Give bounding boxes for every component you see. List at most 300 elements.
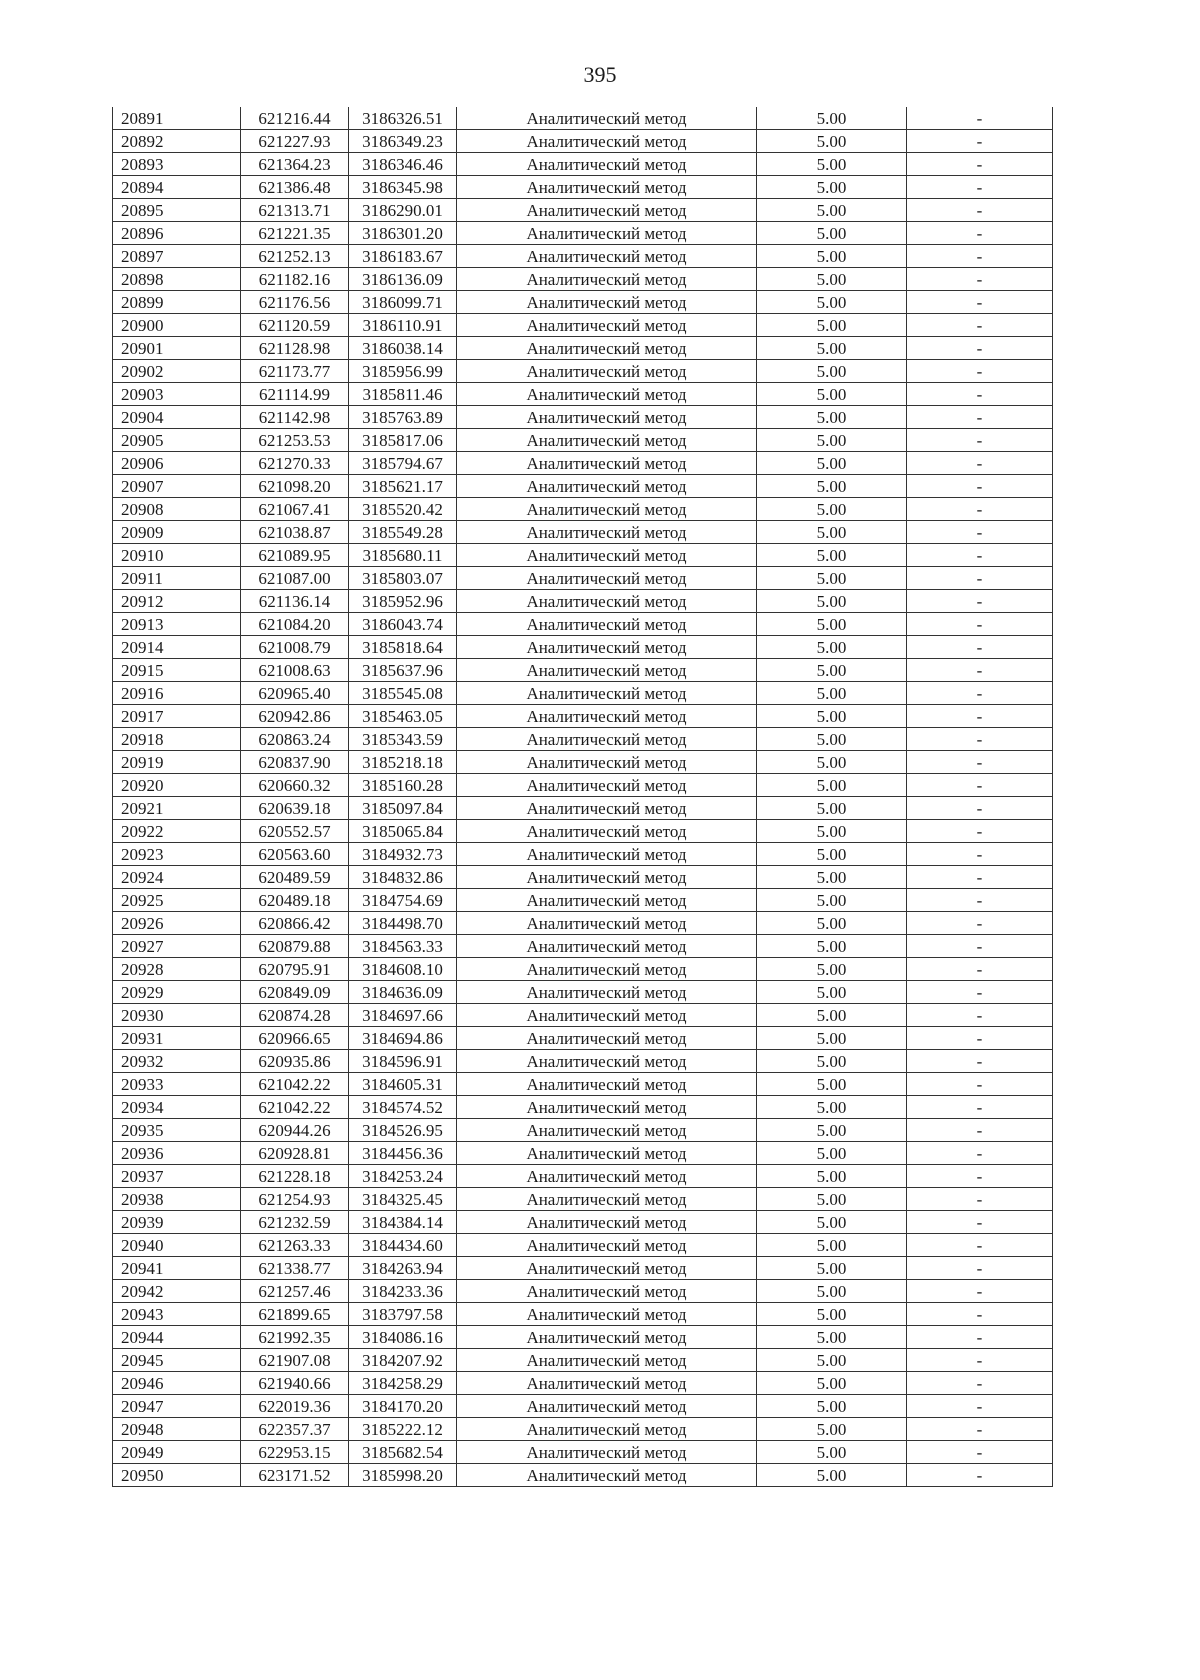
x-coordinate-cell: 622953.15 (241, 1441, 349, 1464)
y-coordinate-cell: 3184384.14 (349, 1211, 457, 1234)
note-cell: - (907, 1464, 1053, 1487)
point-id-cell: 20947 (113, 1395, 241, 1418)
x-coordinate-cell: 621084.20 (241, 613, 349, 636)
x-coordinate-cell: 620866.42 (241, 912, 349, 935)
point-id-cell: 20931 (113, 1027, 241, 1050)
accuracy-cell: 5.00 (757, 958, 907, 981)
accuracy-cell: 5.00 (757, 1096, 907, 1119)
y-coordinate-cell: 3184263.94 (349, 1257, 457, 1280)
method-cell: Аналитический метод (457, 475, 757, 498)
point-id-cell: 20914 (113, 636, 241, 659)
note-cell: - (907, 1165, 1053, 1188)
y-coordinate-cell: 3185803.07 (349, 567, 457, 590)
x-coordinate-cell: 620942.86 (241, 705, 349, 728)
accuracy-cell: 5.00 (757, 1441, 907, 1464)
y-coordinate-cell: 3183797.58 (349, 1303, 457, 1326)
table-row (113, 981, 1053, 1004)
y-coordinate-cell: 3185549.28 (349, 521, 457, 544)
x-coordinate-cell: 621940.66 (241, 1372, 349, 1395)
point-id-cell: 20906 (113, 452, 241, 475)
point-id-cell: 20904 (113, 406, 241, 429)
method-cell: Аналитический метод (457, 590, 757, 613)
table-row (113, 383, 1053, 406)
point-id-cell: 20934 (113, 1096, 241, 1119)
method-cell: Аналитический метод (457, 728, 757, 751)
point-id-cell: 20910 (113, 544, 241, 567)
note-cell: - (907, 1096, 1053, 1119)
note-cell: - (907, 1280, 1053, 1303)
y-coordinate-cell: 3186326.51 (349, 107, 457, 130)
point-id-cell: 20950 (113, 1464, 241, 1487)
point-id-cell: 20895 (113, 199, 241, 222)
method-cell: Аналитический метод (457, 199, 757, 222)
y-coordinate-cell: 3185637.96 (349, 659, 457, 682)
point-id-cell: 20896 (113, 222, 241, 245)
accuracy-cell: 5.00 (757, 498, 907, 521)
point-id-cell: 20915 (113, 659, 241, 682)
accuracy-cell: 5.00 (757, 1004, 907, 1027)
accuracy-cell: 5.00 (757, 1119, 907, 1142)
method-cell: Аналитический метод (457, 176, 757, 199)
table-row (113, 544, 1053, 567)
point-id-cell: 20897 (113, 245, 241, 268)
method-cell: Аналитический метод (457, 406, 757, 429)
accuracy-cell: 5.00 (757, 1372, 907, 1395)
point-id-cell: 20891 (113, 107, 241, 130)
y-coordinate-cell: 3184086.16 (349, 1326, 457, 1349)
method-cell: Аналитический метод (457, 705, 757, 728)
x-coordinate-cell: 621087.00 (241, 567, 349, 590)
accuracy-cell: 5.00 (757, 1395, 907, 1418)
point-id-cell: 20924 (113, 866, 241, 889)
point-id-cell: 20942 (113, 1280, 241, 1303)
method-cell: Аналитический метод (457, 1441, 757, 1464)
x-coordinate-cell: 621008.63 (241, 659, 349, 682)
accuracy-cell: 5.00 (757, 268, 907, 291)
method-cell: Аналитический метод (457, 498, 757, 521)
y-coordinate-cell: 3184754.69 (349, 889, 457, 912)
y-coordinate-cell: 3184258.29 (349, 1372, 457, 1395)
accuracy-cell: 5.00 (757, 1464, 907, 1487)
table-row (113, 1280, 1053, 1303)
point-id-cell: 20928 (113, 958, 241, 981)
y-coordinate-cell: 3186290.01 (349, 199, 457, 222)
point-id-cell: 20936 (113, 1142, 241, 1165)
table-row (113, 797, 1053, 820)
table-row (113, 360, 1053, 383)
method-cell: Аналитический метод (457, 1257, 757, 1280)
method-cell: Аналитический метод (457, 1027, 757, 1050)
note-cell: - (907, 1303, 1053, 1326)
point-id-cell: 20905 (113, 429, 241, 452)
accuracy-cell: 5.00 (757, 1418, 907, 1441)
point-id-cell: 20918 (113, 728, 241, 751)
accuracy-cell: 5.00 (757, 1234, 907, 1257)
accuracy-cell: 5.00 (757, 360, 907, 383)
table-row (113, 337, 1053, 360)
note-cell: - (907, 958, 1053, 981)
x-coordinate-cell: 621221.35 (241, 222, 349, 245)
note-cell: - (907, 222, 1053, 245)
point-id-cell: 20940 (113, 1234, 241, 1257)
note-cell: - (907, 291, 1053, 314)
method-cell: Аналитический метод (457, 153, 757, 176)
x-coordinate-cell: 621182.16 (241, 268, 349, 291)
y-coordinate-cell: 3185160.28 (349, 774, 457, 797)
accuracy-cell: 5.00 (757, 728, 907, 751)
note-cell: - (907, 1418, 1053, 1441)
note-cell: - (907, 866, 1053, 889)
x-coordinate-cell: 621216.44 (241, 107, 349, 130)
point-id-cell: 20944 (113, 1326, 241, 1349)
table-row (113, 268, 1053, 291)
accuracy-cell: 5.00 (757, 406, 907, 429)
x-coordinate-cell: 620660.32 (241, 774, 349, 797)
note-cell: - (907, 1188, 1053, 1211)
note-cell: - (907, 981, 1053, 1004)
x-coordinate-cell: 620935.86 (241, 1050, 349, 1073)
accuracy-cell: 5.00 (757, 820, 907, 843)
point-id-cell: 20927 (113, 935, 241, 958)
table-row (113, 222, 1053, 245)
accuracy-cell: 5.00 (757, 429, 907, 452)
x-coordinate-cell: 620879.88 (241, 935, 349, 958)
table-row (113, 429, 1053, 452)
method-cell: Аналитический метод (457, 130, 757, 153)
accuracy-cell: 5.00 (757, 682, 907, 705)
table-row (113, 728, 1053, 751)
point-id-cell: 20894 (113, 176, 241, 199)
x-coordinate-cell: 621089.95 (241, 544, 349, 567)
table-row (113, 590, 1053, 613)
method-cell: Аналитический метод (457, 1211, 757, 1234)
method-cell: Аналитический метод (457, 774, 757, 797)
y-coordinate-cell: 3186136.09 (349, 268, 457, 291)
accuracy-cell: 5.00 (757, 1188, 907, 1211)
accuracy-cell: 5.00 (757, 751, 907, 774)
x-coordinate-cell: 621252.13 (241, 245, 349, 268)
table-row (113, 958, 1053, 981)
method-cell: Аналитический метод (457, 314, 757, 337)
x-coordinate-cell: 621899.65 (241, 1303, 349, 1326)
note-cell: - (907, 406, 1053, 429)
note-cell: - (907, 521, 1053, 544)
note-cell: - (907, 1027, 1053, 1050)
point-id-cell: 20919 (113, 751, 241, 774)
accuracy-cell: 5.00 (757, 866, 907, 889)
note-cell: - (907, 452, 1053, 475)
table-row (113, 1142, 1053, 1165)
table-row (113, 245, 1053, 268)
note-cell: - (907, 268, 1053, 291)
y-coordinate-cell: 3185218.18 (349, 751, 457, 774)
accuracy-cell: 5.00 (757, 981, 907, 1004)
method-cell: Аналитический метод (457, 429, 757, 452)
x-coordinate-cell: 620837.90 (241, 751, 349, 774)
x-coordinate-cell: 621364.23 (241, 153, 349, 176)
table-row (113, 1073, 1053, 1096)
table-row (113, 820, 1053, 843)
point-id-cell: 20912 (113, 590, 241, 613)
table-row (113, 866, 1053, 889)
point-id-cell: 20916 (113, 682, 241, 705)
method-cell: Аналитический метод (457, 1326, 757, 1349)
note-cell: - (907, 567, 1053, 590)
point-id-cell: 20935 (113, 1119, 241, 1142)
y-coordinate-cell: 3185463.05 (349, 705, 457, 728)
x-coordinate-cell: 621313.71 (241, 199, 349, 222)
method-cell: Аналитический метод (457, 1280, 757, 1303)
table-row (113, 751, 1053, 774)
table-row (113, 1050, 1053, 1073)
accuracy-cell: 5.00 (757, 590, 907, 613)
y-coordinate-cell: 3184932.73 (349, 843, 457, 866)
accuracy-cell: 5.00 (757, 544, 907, 567)
accuracy-cell: 5.00 (757, 567, 907, 590)
note-cell: - (907, 314, 1053, 337)
table-row (113, 613, 1053, 636)
y-coordinate-cell: 3185343.59 (349, 728, 457, 751)
x-coordinate-cell: 621338.77 (241, 1257, 349, 1280)
method-cell: Аналитический метод (457, 521, 757, 544)
y-coordinate-cell: 3185998.20 (349, 1464, 457, 1487)
y-coordinate-cell: 3186099.71 (349, 291, 457, 314)
accuracy-cell: 5.00 (757, 1349, 907, 1372)
note-cell: - (907, 1004, 1053, 1027)
accuracy-cell: 5.00 (757, 314, 907, 337)
method-cell: Аналитический метод (457, 1188, 757, 1211)
x-coordinate-cell: 621173.77 (241, 360, 349, 383)
x-coordinate-cell: 621270.33 (241, 452, 349, 475)
table-row (113, 1119, 1053, 1142)
accuracy-cell: 5.00 (757, 659, 907, 682)
table-row (113, 1441, 1053, 1464)
y-coordinate-cell: 3185545.08 (349, 682, 457, 705)
table-row (113, 1418, 1053, 1441)
table-row (113, 521, 1053, 544)
method-cell: Аналитический метод (457, 291, 757, 314)
table-row (113, 1188, 1053, 1211)
table-row (113, 1234, 1053, 1257)
point-id-cell: 20949 (113, 1441, 241, 1464)
point-id-cell: 20929 (113, 981, 241, 1004)
accuracy-cell: 5.00 (757, 1165, 907, 1188)
table-row (113, 498, 1053, 521)
method-cell: Аналитический метод (457, 682, 757, 705)
y-coordinate-cell: 3186301.20 (349, 222, 457, 245)
note-cell: - (907, 1119, 1053, 1142)
point-id-cell: 20938 (113, 1188, 241, 1211)
x-coordinate-cell: 621254.93 (241, 1188, 349, 1211)
y-coordinate-cell: 3186345.98 (349, 176, 457, 199)
method-cell: Аналитический метод (457, 360, 757, 383)
note-cell: - (907, 544, 1053, 567)
point-id-cell: 20892 (113, 130, 241, 153)
x-coordinate-cell: 621228.18 (241, 1165, 349, 1188)
table-row (113, 912, 1053, 935)
x-coordinate-cell: 620489.59 (241, 866, 349, 889)
note-cell: - (907, 843, 1053, 866)
y-coordinate-cell: 3185952.96 (349, 590, 457, 613)
y-coordinate-cell: 3185065.84 (349, 820, 457, 843)
note-cell: - (907, 1257, 1053, 1280)
table-row (113, 1211, 1053, 1234)
x-coordinate-cell: 620966.65 (241, 1027, 349, 1050)
x-coordinate-cell: 621098.20 (241, 475, 349, 498)
note-cell: - (907, 337, 1053, 360)
note-cell: - (907, 659, 1053, 682)
method-cell: Аналитический метод (457, 1418, 757, 1441)
method-cell: Аналитический метод (457, 659, 757, 682)
note-cell: - (907, 429, 1053, 452)
note-cell: - (907, 682, 1053, 705)
accuracy-cell: 5.00 (757, 935, 907, 958)
accuracy-cell: 5.00 (757, 1073, 907, 1096)
x-coordinate-cell: 620874.28 (241, 1004, 349, 1027)
x-coordinate-cell: 623171.52 (241, 1464, 349, 1487)
method-cell: Аналитический метод (457, 613, 757, 636)
point-id-cell: 20911 (113, 567, 241, 590)
table-row (113, 659, 1053, 682)
note-cell: - (907, 130, 1053, 153)
method-cell: Аналитический метод (457, 1142, 757, 1165)
y-coordinate-cell: 3185222.12 (349, 1418, 457, 1441)
table-row (113, 130, 1053, 153)
method-cell: Аналитический метод (457, 245, 757, 268)
method-cell: Аналитический метод (457, 843, 757, 866)
table-row (113, 1326, 1053, 1349)
accuracy-cell: 5.00 (757, 613, 907, 636)
note-cell: - (907, 1395, 1053, 1418)
table-row (113, 1257, 1053, 1280)
x-coordinate-cell: 621142.98 (241, 406, 349, 429)
x-coordinate-cell: 621008.79 (241, 636, 349, 659)
accuracy-cell: 5.00 (757, 222, 907, 245)
y-coordinate-cell: 3184697.66 (349, 1004, 457, 1027)
note-cell: - (907, 1050, 1053, 1073)
point-id-cell: 20925 (113, 889, 241, 912)
method-cell: Аналитический метод (457, 889, 757, 912)
method-cell: Аналитический метод (457, 1073, 757, 1096)
accuracy-cell: 5.00 (757, 130, 907, 153)
accuracy-cell: 5.00 (757, 1142, 907, 1165)
y-coordinate-cell: 3184832.86 (349, 866, 457, 889)
method-cell: Аналитический метод (457, 1395, 757, 1418)
point-id-cell: 20917 (113, 705, 241, 728)
y-coordinate-cell: 3186346.46 (349, 153, 457, 176)
table-row (113, 935, 1053, 958)
point-id-cell: 20920 (113, 774, 241, 797)
note-cell: - (907, 1441, 1053, 1464)
note-cell: - (907, 1326, 1053, 1349)
point-id-cell: 20898 (113, 268, 241, 291)
accuracy-cell: 5.00 (757, 705, 907, 728)
method-cell: Аналитический метод (457, 383, 757, 406)
x-coordinate-cell: 621042.22 (241, 1096, 349, 1119)
note-cell: - (907, 613, 1053, 636)
accuracy-cell: 5.00 (757, 337, 907, 360)
x-coordinate-cell: 620563.60 (241, 843, 349, 866)
accuracy-cell: 5.00 (757, 1050, 907, 1073)
note-cell: - (907, 705, 1053, 728)
y-coordinate-cell: 3185097.84 (349, 797, 457, 820)
y-coordinate-cell: 3184526.95 (349, 1119, 457, 1142)
note-cell: - (907, 889, 1053, 912)
table-row (113, 406, 1053, 429)
method-cell: Аналитический метод (457, 1349, 757, 1372)
y-coordinate-cell: 3184574.52 (349, 1096, 457, 1119)
point-id-cell: 20901 (113, 337, 241, 360)
table-row (113, 843, 1053, 866)
accuracy-cell: 5.00 (757, 1326, 907, 1349)
point-id-cell: 20930 (113, 1004, 241, 1027)
accuracy-cell: 5.00 (757, 1211, 907, 1234)
note-cell: - (907, 107, 1053, 130)
y-coordinate-cell: 3184170.20 (349, 1395, 457, 1418)
table-body (113, 107, 1053, 1487)
y-coordinate-cell: 3184233.36 (349, 1280, 457, 1303)
table-row (113, 682, 1053, 705)
note-cell: - (907, 1142, 1053, 1165)
table-row (113, 636, 1053, 659)
table-row (113, 475, 1053, 498)
table-row (113, 291, 1053, 314)
table-row (113, 1096, 1053, 1119)
x-coordinate-cell: 621263.33 (241, 1234, 349, 1257)
x-coordinate-cell: 620965.40 (241, 682, 349, 705)
y-coordinate-cell: 3185680.11 (349, 544, 457, 567)
x-coordinate-cell: 621907.08 (241, 1349, 349, 1372)
method-cell: Аналитический метод (457, 1464, 757, 1487)
y-coordinate-cell: 3184605.31 (349, 1073, 457, 1096)
note-cell: - (907, 1349, 1053, 1372)
accuracy-cell: 5.00 (757, 843, 907, 866)
table-row (113, 774, 1053, 797)
note-cell: - (907, 498, 1053, 521)
method-cell: Аналитический метод (457, 1096, 757, 1119)
note-cell: - (907, 176, 1053, 199)
accuracy-cell: 5.00 (757, 475, 907, 498)
point-id-cell: 20932 (113, 1050, 241, 1073)
x-coordinate-cell: 621992.35 (241, 1326, 349, 1349)
x-coordinate-cell: 620849.09 (241, 981, 349, 1004)
point-id-cell: 20909 (113, 521, 241, 544)
table-row (113, 705, 1053, 728)
method-cell: Аналитический метод (457, 1303, 757, 1326)
x-coordinate-cell: 621038.87 (241, 521, 349, 544)
x-coordinate-cell: 621253.53 (241, 429, 349, 452)
method-cell: Аналитический метод (457, 981, 757, 1004)
x-coordinate-cell: 621227.93 (241, 130, 349, 153)
x-coordinate-cell: 620795.91 (241, 958, 349, 981)
method-cell: Аналитический метод (457, 636, 757, 659)
point-id-cell: 20926 (113, 912, 241, 935)
note-cell: - (907, 820, 1053, 843)
y-coordinate-cell: 3186110.91 (349, 314, 457, 337)
accuracy-cell: 5.00 (757, 797, 907, 820)
y-coordinate-cell: 3185794.67 (349, 452, 457, 475)
note-cell: - (907, 153, 1053, 176)
point-id-cell: 20899 (113, 291, 241, 314)
method-cell: Аналитический метод (457, 544, 757, 567)
point-id-cell: 20923 (113, 843, 241, 866)
method-cell: Аналитический метод (457, 797, 757, 820)
x-coordinate-cell: 621128.98 (241, 337, 349, 360)
method-cell: Аналитический метод (457, 268, 757, 291)
accuracy-cell: 5.00 (757, 107, 907, 130)
accuracy-cell: 5.00 (757, 199, 907, 222)
point-id-cell: 20908 (113, 498, 241, 521)
